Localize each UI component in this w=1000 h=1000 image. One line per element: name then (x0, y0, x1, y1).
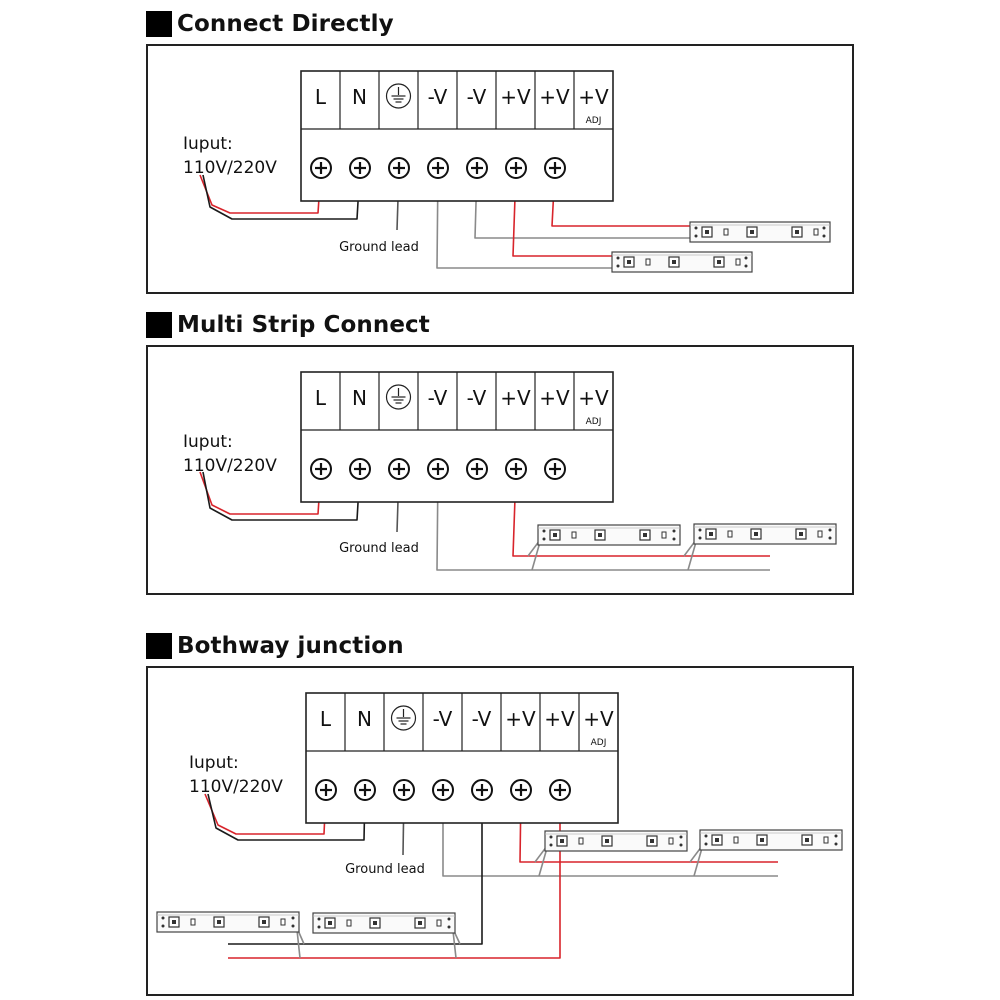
resistor (736, 259, 740, 265)
terminal-label: +V (505, 707, 536, 731)
solder-pad (448, 926, 451, 929)
resistor (814, 229, 818, 235)
solder-pad (162, 917, 165, 920)
terminal-label: L (314, 386, 327, 410)
led-strip-first (538, 525, 680, 545)
terminal-label: +V (500, 386, 531, 410)
terminal-label: -V (427, 386, 448, 410)
solder-pad (318, 918, 321, 921)
terminal-label: +V (539, 85, 570, 109)
resistor (281, 919, 285, 925)
power-supply-terminal-block (301, 372, 613, 502)
solder-pad (162, 925, 165, 928)
terminal-label: +V (578, 386, 609, 410)
led-chip-core (795, 230, 799, 234)
input-label: Iuput: (183, 432, 233, 452)
solder-pad (829, 537, 832, 540)
led-strip-upper (690, 222, 830, 242)
solder-pad (835, 843, 838, 846)
input-label: Iuput: (183, 134, 233, 154)
resistor (662, 532, 666, 538)
terminal-label: -V (466, 85, 487, 109)
led-chip-core (627, 260, 631, 264)
led-chip-core (553, 533, 557, 537)
terminal-label: L (319, 707, 332, 731)
resistor (347, 920, 351, 926)
solder-pad (699, 537, 702, 540)
led-chip-core (262, 920, 266, 924)
solder-pad (448, 918, 451, 921)
terminal-label: -V (471, 707, 492, 731)
terminal-label: -V (466, 386, 487, 410)
solder-pad (705, 835, 708, 838)
input-voltage: 110V/220V (183, 158, 277, 178)
solder-pad (835, 835, 838, 838)
solder-pad (543, 538, 546, 541)
solder-pad (695, 227, 698, 230)
solder-pad (823, 235, 826, 238)
resistor (734, 837, 738, 843)
led-strip-right-second (700, 830, 842, 850)
solder-pad (705, 843, 708, 846)
solder-pad (745, 257, 748, 260)
solder-pad (745, 265, 748, 268)
led-chip-core (705, 230, 709, 234)
resistor (646, 259, 650, 265)
terminal-label: +V (544, 707, 575, 731)
ground-lead-label: Ground lead (339, 240, 419, 255)
terminal-label: +V (500, 85, 531, 109)
input-voltage: 110V/220V (189, 777, 283, 797)
terminal-label: -V (432, 707, 453, 731)
resistor (572, 532, 576, 538)
led-chip-core (715, 838, 719, 842)
input-voltage: 110V/220V (183, 456, 277, 476)
solder-pad (617, 265, 620, 268)
led-chip-core (605, 839, 609, 843)
resistor (437, 920, 441, 926)
led-chip-core (750, 230, 754, 234)
terminal-label: +V (583, 707, 614, 731)
solder-pad (292, 917, 295, 920)
led-chip-core (805, 838, 809, 842)
terminal-label: N (357, 707, 372, 731)
terminal-label: +V (578, 85, 609, 109)
resistor (669, 838, 673, 844)
led-chip-core (709, 532, 713, 536)
led-chip-core (717, 260, 721, 264)
led-chip-core (754, 532, 758, 536)
resistor (818, 531, 822, 537)
led-strip-left-first (157, 912, 299, 932)
solder-pad (680, 844, 683, 847)
solder-pad (543, 530, 546, 533)
terminal-label: N (352, 386, 367, 410)
solder-pad (695, 235, 698, 238)
ground-lead-label: Ground lead (339, 541, 419, 556)
terminal-label: L (314, 85, 327, 109)
input-label: Iuput: (189, 753, 239, 773)
resistor (579, 838, 583, 844)
solder-pad (699, 529, 702, 532)
solder-pad (823, 227, 826, 230)
resistor (724, 229, 728, 235)
led-chip-core (598, 533, 602, 537)
led-strip-lower (612, 252, 752, 272)
solder-pad (292, 925, 295, 928)
section-title: Connect Directly (177, 11, 394, 37)
resistor (824, 837, 828, 843)
solder-pad (673, 538, 676, 541)
led-strip-left-second (313, 913, 455, 933)
adj-label: ADJ (590, 738, 607, 748)
power-supply-terminal-block (306, 693, 618, 823)
led-chip-core (560, 839, 564, 843)
led-chip-core (328, 921, 332, 925)
led-strip-right-first (545, 831, 687, 851)
led-chip-core (799, 532, 803, 536)
led-chip-core (650, 839, 654, 843)
solder-pad (550, 844, 553, 847)
led-chip-core (172, 920, 176, 924)
solder-pad (550, 836, 553, 839)
ground-lead-label: Ground lead (345, 862, 425, 877)
solder-pad (680, 836, 683, 839)
led-chip-core (760, 838, 764, 842)
led-chip-core (373, 921, 377, 925)
led-chip-core (672, 260, 676, 264)
solder-pad (617, 257, 620, 260)
adj-label: ADJ (585, 116, 602, 126)
adj-label: ADJ (585, 417, 602, 427)
solder-pad (829, 529, 832, 532)
section-title: Multi Strip Connect (177, 312, 430, 338)
led-chip-core (418, 921, 422, 925)
led-strip-second (694, 524, 836, 544)
led-chip-core (643, 533, 647, 537)
resistor (191, 919, 195, 925)
led-chip-core (217, 920, 221, 924)
terminal-label: +V (539, 386, 570, 410)
power-supply-terminal-block (301, 71, 613, 201)
terminal-label: -V (427, 85, 448, 109)
solder-pad (318, 926, 321, 929)
section-title: Bothway junction (177, 633, 404, 659)
resistor (728, 531, 732, 537)
solder-pad (673, 530, 676, 533)
terminal-label: N (352, 85, 367, 109)
